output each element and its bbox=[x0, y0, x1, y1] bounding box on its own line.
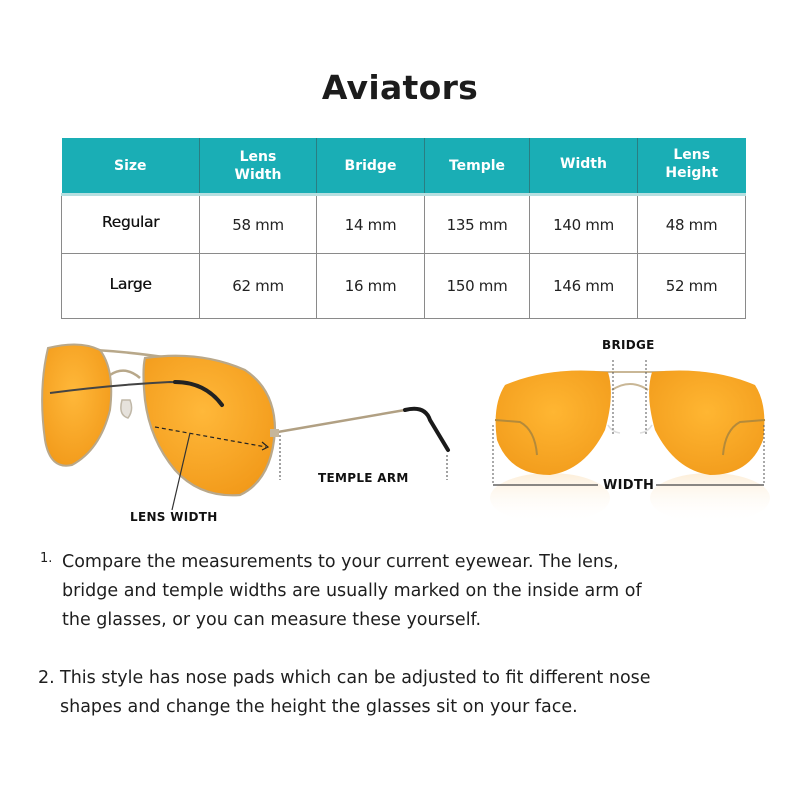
header-label: Width bbox=[560, 155, 607, 172]
header-bridge bbox=[317, 138, 425, 195]
cell-lens-height: 48 mm bbox=[638, 195, 746, 254]
note-line: This style has nose pads which can be adjusted to fit different nose bbox=[60, 668, 651, 688]
cell-temple: 135 mm bbox=[425, 195, 530, 254]
note-item bbox=[40, 548, 642, 635]
cell-width: 140 mm bbox=[530, 195, 638, 254]
side-view-glasses-icon bbox=[0, 330, 480, 530]
header-label: Size bbox=[113, 157, 147, 174]
temple-arm-label: TEMPLE ARM bbox=[318, 471, 409, 485]
cell-lens-width: 62 mm bbox=[200, 254, 317, 319]
header-size bbox=[62, 138, 200, 195]
bridge-label: BRIDGE bbox=[602, 338, 655, 352]
side-view-diagram bbox=[0, 330, 480, 530]
header-label: Temple bbox=[448, 157, 506, 174]
header-label: Width bbox=[234, 166, 282, 183]
cell-lens-width: 58 mm bbox=[200, 195, 317, 254]
cell-bridge: 14 mm bbox=[317, 195, 425, 254]
size-chart-table bbox=[61, 138, 746, 319]
note-line: bridge and temple widths are usually marked on the inside arm of bbox=[62, 581, 642, 601]
note-line: the glasses, or you can measure these yourself. bbox=[62, 610, 482, 630]
table-row bbox=[62, 254, 746, 319]
width-label: WIDTH bbox=[603, 478, 655, 493]
header-label: Bridge bbox=[344, 157, 397, 174]
cell-size: Regular bbox=[62, 195, 200, 254]
note-line: Compare the measurements to your current eyewear. The lens, bbox=[62, 552, 619, 572]
header-lens-width bbox=[200, 138, 317, 195]
header-label: Lens bbox=[239, 148, 277, 165]
note-number: 2. bbox=[38, 668, 55, 688]
front-view-diagram bbox=[480, 330, 780, 520]
lens-width-label: LENS WIDTH bbox=[130, 510, 218, 524]
note-number: 1. bbox=[40, 551, 53, 566]
table-header-row bbox=[62, 138, 746, 195]
header-label: Height bbox=[665, 164, 719, 181]
note-line: shapes and change the height the glasses sit on your face. bbox=[60, 697, 578, 717]
page-title: Aviators bbox=[321, 68, 479, 107]
table-row bbox=[62, 195, 746, 254]
cell-size: Large bbox=[62, 254, 200, 319]
cell-width: 146 mm bbox=[530, 254, 638, 319]
cell-bridge: 16 mm bbox=[317, 254, 425, 319]
header-label: Lens bbox=[673, 146, 711, 163]
header-lens-height bbox=[638, 138, 746, 195]
cell-lens-height: 52 mm bbox=[638, 254, 746, 319]
note-item bbox=[38, 664, 651, 722]
cell-temple: 150 mm bbox=[425, 254, 530, 319]
header-temple bbox=[425, 138, 530, 195]
header-width bbox=[530, 138, 638, 195]
